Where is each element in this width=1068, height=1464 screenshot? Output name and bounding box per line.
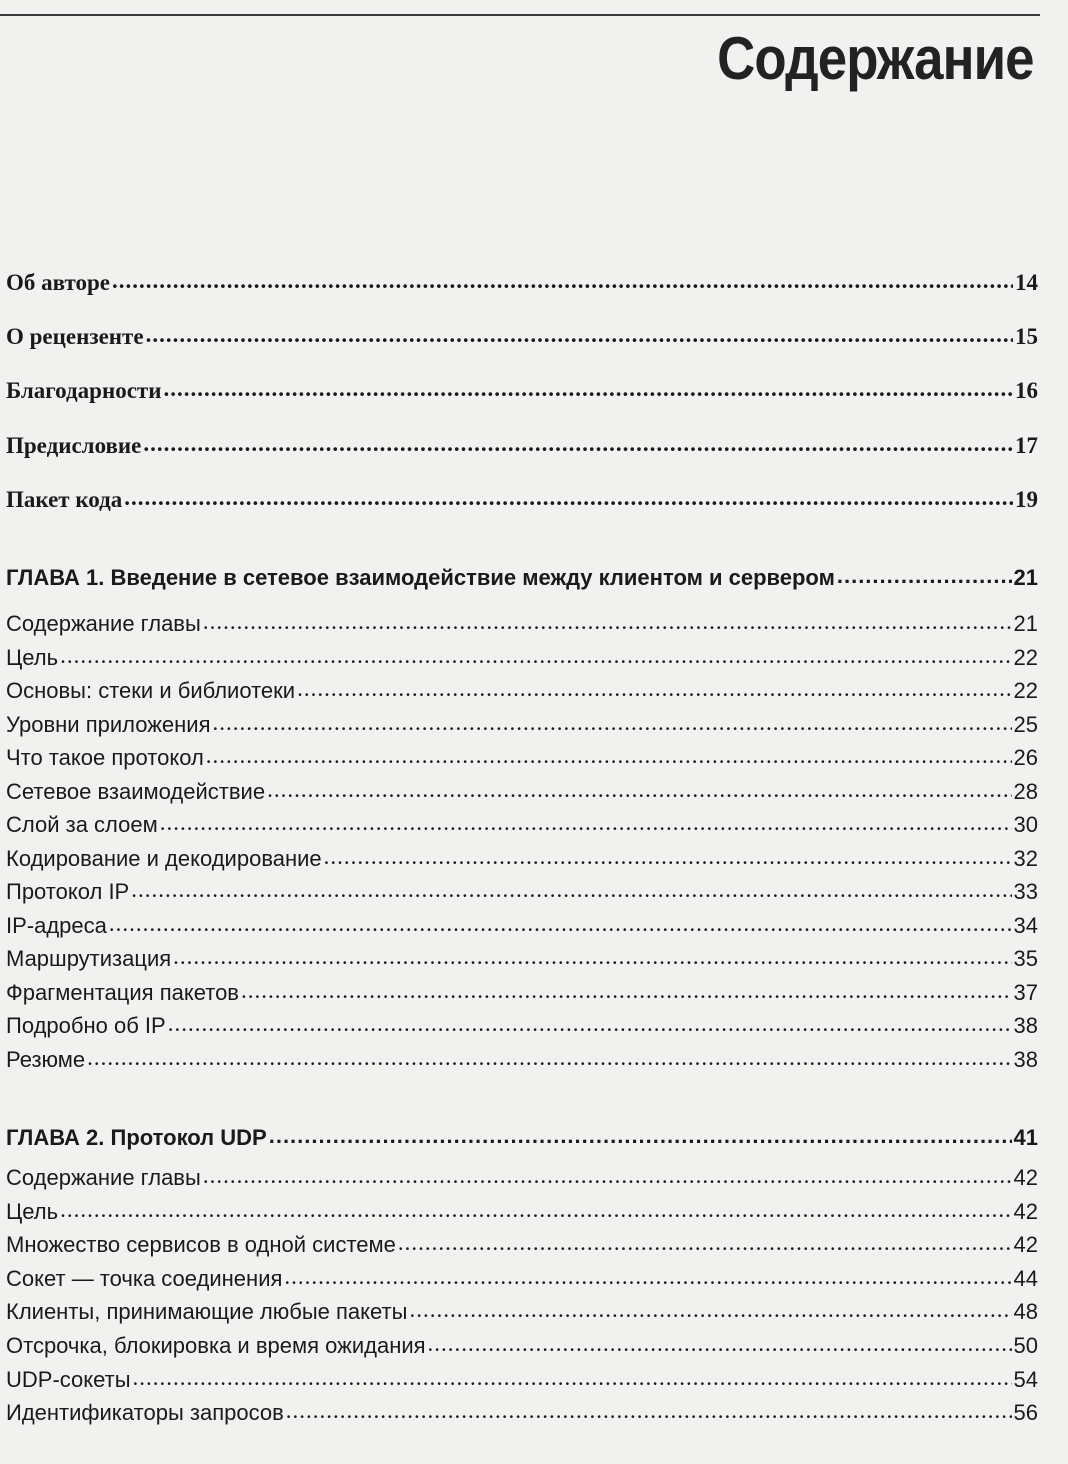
front-matter-entry-label: Благодарности bbox=[6, 378, 162, 403]
dot-leader bbox=[213, 708, 1012, 738]
toc-entry bbox=[6, 1197, 1038, 1227]
toc-entry-label: Сетевое взаимодействие bbox=[6, 778, 266, 804]
dot-leader bbox=[428, 1329, 1012, 1359]
toc-entry-label: Фрагментация пакетов bbox=[6, 979, 239, 1005]
dot-leader bbox=[409, 1295, 1011, 1325]
toc-entry-label: Кодирование и декодирование bbox=[6, 845, 322, 871]
chapter-heading-label: ГЛАВА 2. Протокол UDP bbox=[6, 1125, 267, 1150]
toc-entry-label: Уровни приложения bbox=[6, 711, 211, 737]
toc-entry-page-number: 34 bbox=[1013, 912, 1038, 938]
toc-entry bbox=[6, 710, 1038, 740]
toc-entry-label: Клиенты, принимающие любые пакеты bbox=[6, 1299, 408, 1325]
dot-leader bbox=[60, 641, 1011, 671]
chapter-heading bbox=[6, 563, 1038, 593]
toc-entry bbox=[6, 911, 1038, 941]
front-matter-entry bbox=[6, 431, 1038, 461]
toc-entry bbox=[6, 609, 1038, 639]
toc-entry-label: IP-адреса bbox=[6, 912, 107, 938]
page-title: Содержание bbox=[717, 25, 1034, 92]
dot-leader bbox=[206, 741, 1012, 771]
front-matter-entry-page-number: 16 bbox=[1015, 378, 1038, 403]
toc-entry bbox=[6, 978, 1038, 1008]
toc-entry-label: Множество сервисов в одной системе bbox=[6, 1232, 396, 1258]
toc-entry-page-number: 21 bbox=[1013, 611, 1038, 636]
toc-entry-label: Подробно об IP bbox=[6, 1013, 166, 1038]
toc-entry-label: Цель bbox=[6, 644, 59, 670]
toc-entry bbox=[6, 1297, 1038, 1327]
toc-entry-label: Протокол IP bbox=[6, 879, 130, 904]
front-matter-entry bbox=[6, 376, 1038, 406]
toc-entry bbox=[6, 1398, 1038, 1428]
toc-entry-page-number: 30 bbox=[1013, 812, 1038, 837]
toc-entry bbox=[6, 944, 1038, 974]
toc-entry bbox=[6, 1045, 1038, 1075]
dot-leader bbox=[284, 1262, 1011, 1292]
toc-entry-page-number: 42 bbox=[1013, 1232, 1038, 1258]
front-matter-entry-page-number: 17 bbox=[1015, 433, 1038, 458]
dot-leader bbox=[173, 942, 1011, 972]
front-matter-entry bbox=[6, 268, 1038, 298]
dot-leader bbox=[87, 1043, 1011, 1073]
dot-leader bbox=[267, 775, 1011, 805]
toc-entry-page-number: 38 bbox=[1013, 1046, 1038, 1072]
toc-entry bbox=[6, 1011, 1038, 1041]
toc-entry bbox=[6, 777, 1038, 807]
dot-leader bbox=[168, 1009, 1012, 1039]
toc-entry bbox=[6, 676, 1038, 706]
toc-entry-label: Содержание главы bbox=[6, 611, 201, 636]
toc-entry-page-number: 28 bbox=[1013, 778, 1038, 804]
toc-entry-page-number: 50 bbox=[1013, 1333, 1038, 1358]
dot-leader bbox=[203, 1161, 1012, 1191]
toc-entry-page-number: 54 bbox=[1013, 1366, 1038, 1392]
dot-leader bbox=[109, 909, 1012, 939]
toc-entry-page-number: 22 bbox=[1013, 678, 1038, 703]
chapter-heading-page-number: 21 bbox=[1013, 565, 1038, 590]
toc-entry-page-number: 38 bbox=[1013, 1013, 1038, 1038]
toc-entry-page-number: 48 bbox=[1013, 1299, 1038, 1325]
chapter-heading bbox=[6, 1123, 1038, 1153]
dot-leader bbox=[241, 976, 1012, 1006]
toc-entry-label: Что такое протокол bbox=[6, 745, 204, 770]
toc-entry-page-number: 22 bbox=[1013, 644, 1038, 670]
toc-entry-page-number: 35 bbox=[1013, 946, 1038, 971]
front-matter-entry-label: О рецензенте bbox=[6, 324, 144, 349]
front-matter-entry-page-number: 19 bbox=[1015, 487, 1038, 512]
dot-leader bbox=[398, 1228, 1012, 1258]
front-matter-entry-label: Предисловие bbox=[6, 433, 142, 458]
toc-entry bbox=[6, 643, 1038, 673]
front-matter-entry-label: Пакет кода bbox=[6, 487, 123, 512]
dot-leader bbox=[203, 607, 1012, 637]
toc-entry bbox=[6, 844, 1038, 874]
toc-entry-label: Маршрутизация bbox=[6, 946, 172, 971]
dot-leader bbox=[131, 875, 1011, 905]
toc-entry-label: Сокет — точка соединения bbox=[6, 1265, 283, 1291]
toc-entry-label: Содержание главы bbox=[6, 1165, 201, 1190]
front-matter-entry-page-number: 15 bbox=[1015, 324, 1038, 349]
toc-entry-page-number: 25 bbox=[1013, 711, 1038, 737]
toc-entry bbox=[6, 743, 1038, 773]
toc-entry bbox=[6, 1331, 1038, 1361]
front-matter-entry bbox=[6, 485, 1038, 515]
dot-leader bbox=[837, 561, 1012, 591]
dot-leader bbox=[160, 808, 1012, 838]
dot-leader bbox=[269, 1121, 1012, 1151]
chapter-heading-page-number: 41 bbox=[1013, 1125, 1038, 1150]
toc-entry-label: Цель bbox=[6, 1198, 59, 1224]
toc-entry bbox=[6, 1230, 1038, 1260]
toc-entry-page-number: 26 bbox=[1013, 745, 1038, 770]
dot-leader bbox=[163, 374, 1013, 404]
chapter-heading-label: ГЛАВА 1. Введение в сетевое взаимодействие между клиентом и сервером bbox=[6, 565, 835, 590]
toc-entry-label: Отсрочка, блокировка и время ожидания bbox=[6, 1333, 426, 1358]
front-matter-entry-label: Об авторе bbox=[6, 270, 110, 295]
top-rule bbox=[0, 14, 1040, 16]
toc-entry bbox=[6, 1264, 1038, 1294]
toc-entry-label: UDP-сокеты bbox=[6, 1366, 131, 1392]
toc-entry-page-number: 42 bbox=[1013, 1198, 1038, 1224]
dot-leader bbox=[286, 1396, 1012, 1426]
dot-leader bbox=[324, 842, 1012, 872]
toc-entry-page-number: 56 bbox=[1013, 1400, 1038, 1426]
dot-leader bbox=[124, 483, 1013, 513]
dot-leader bbox=[112, 266, 1013, 296]
toc-entry bbox=[6, 877, 1038, 907]
dot-leader bbox=[133, 1363, 1012, 1393]
toc-entry bbox=[6, 1163, 1038, 1193]
front-matter-entry-page-number: 14 bbox=[1015, 270, 1038, 295]
front-matter-entry bbox=[6, 322, 1038, 352]
dot-leader bbox=[143, 429, 1013, 459]
toc-entry-page-number: 33 bbox=[1013, 879, 1038, 904]
toc-entry-page-number: 37 bbox=[1013, 979, 1038, 1005]
toc-entry bbox=[6, 1365, 1038, 1395]
dot-leader bbox=[146, 320, 1013, 350]
toc-entry bbox=[6, 810, 1038, 840]
toc-entry-page-number: 44 bbox=[1013, 1265, 1038, 1291]
toc-entry-label: Слой за слоем bbox=[6, 812, 158, 837]
toc-entry-label: Идентификаторы запросов bbox=[6, 1400, 284, 1426]
dot-leader bbox=[297, 674, 1011, 704]
toc-entry-label: Основы: стеки и библиотеки bbox=[6, 678, 296, 703]
toc-entry-page-number: 42 bbox=[1013, 1165, 1038, 1190]
toc-entry-label: Резюме bbox=[6, 1046, 86, 1072]
dot-leader bbox=[60, 1195, 1011, 1225]
toc-entry-page-number: 32 bbox=[1013, 845, 1038, 871]
